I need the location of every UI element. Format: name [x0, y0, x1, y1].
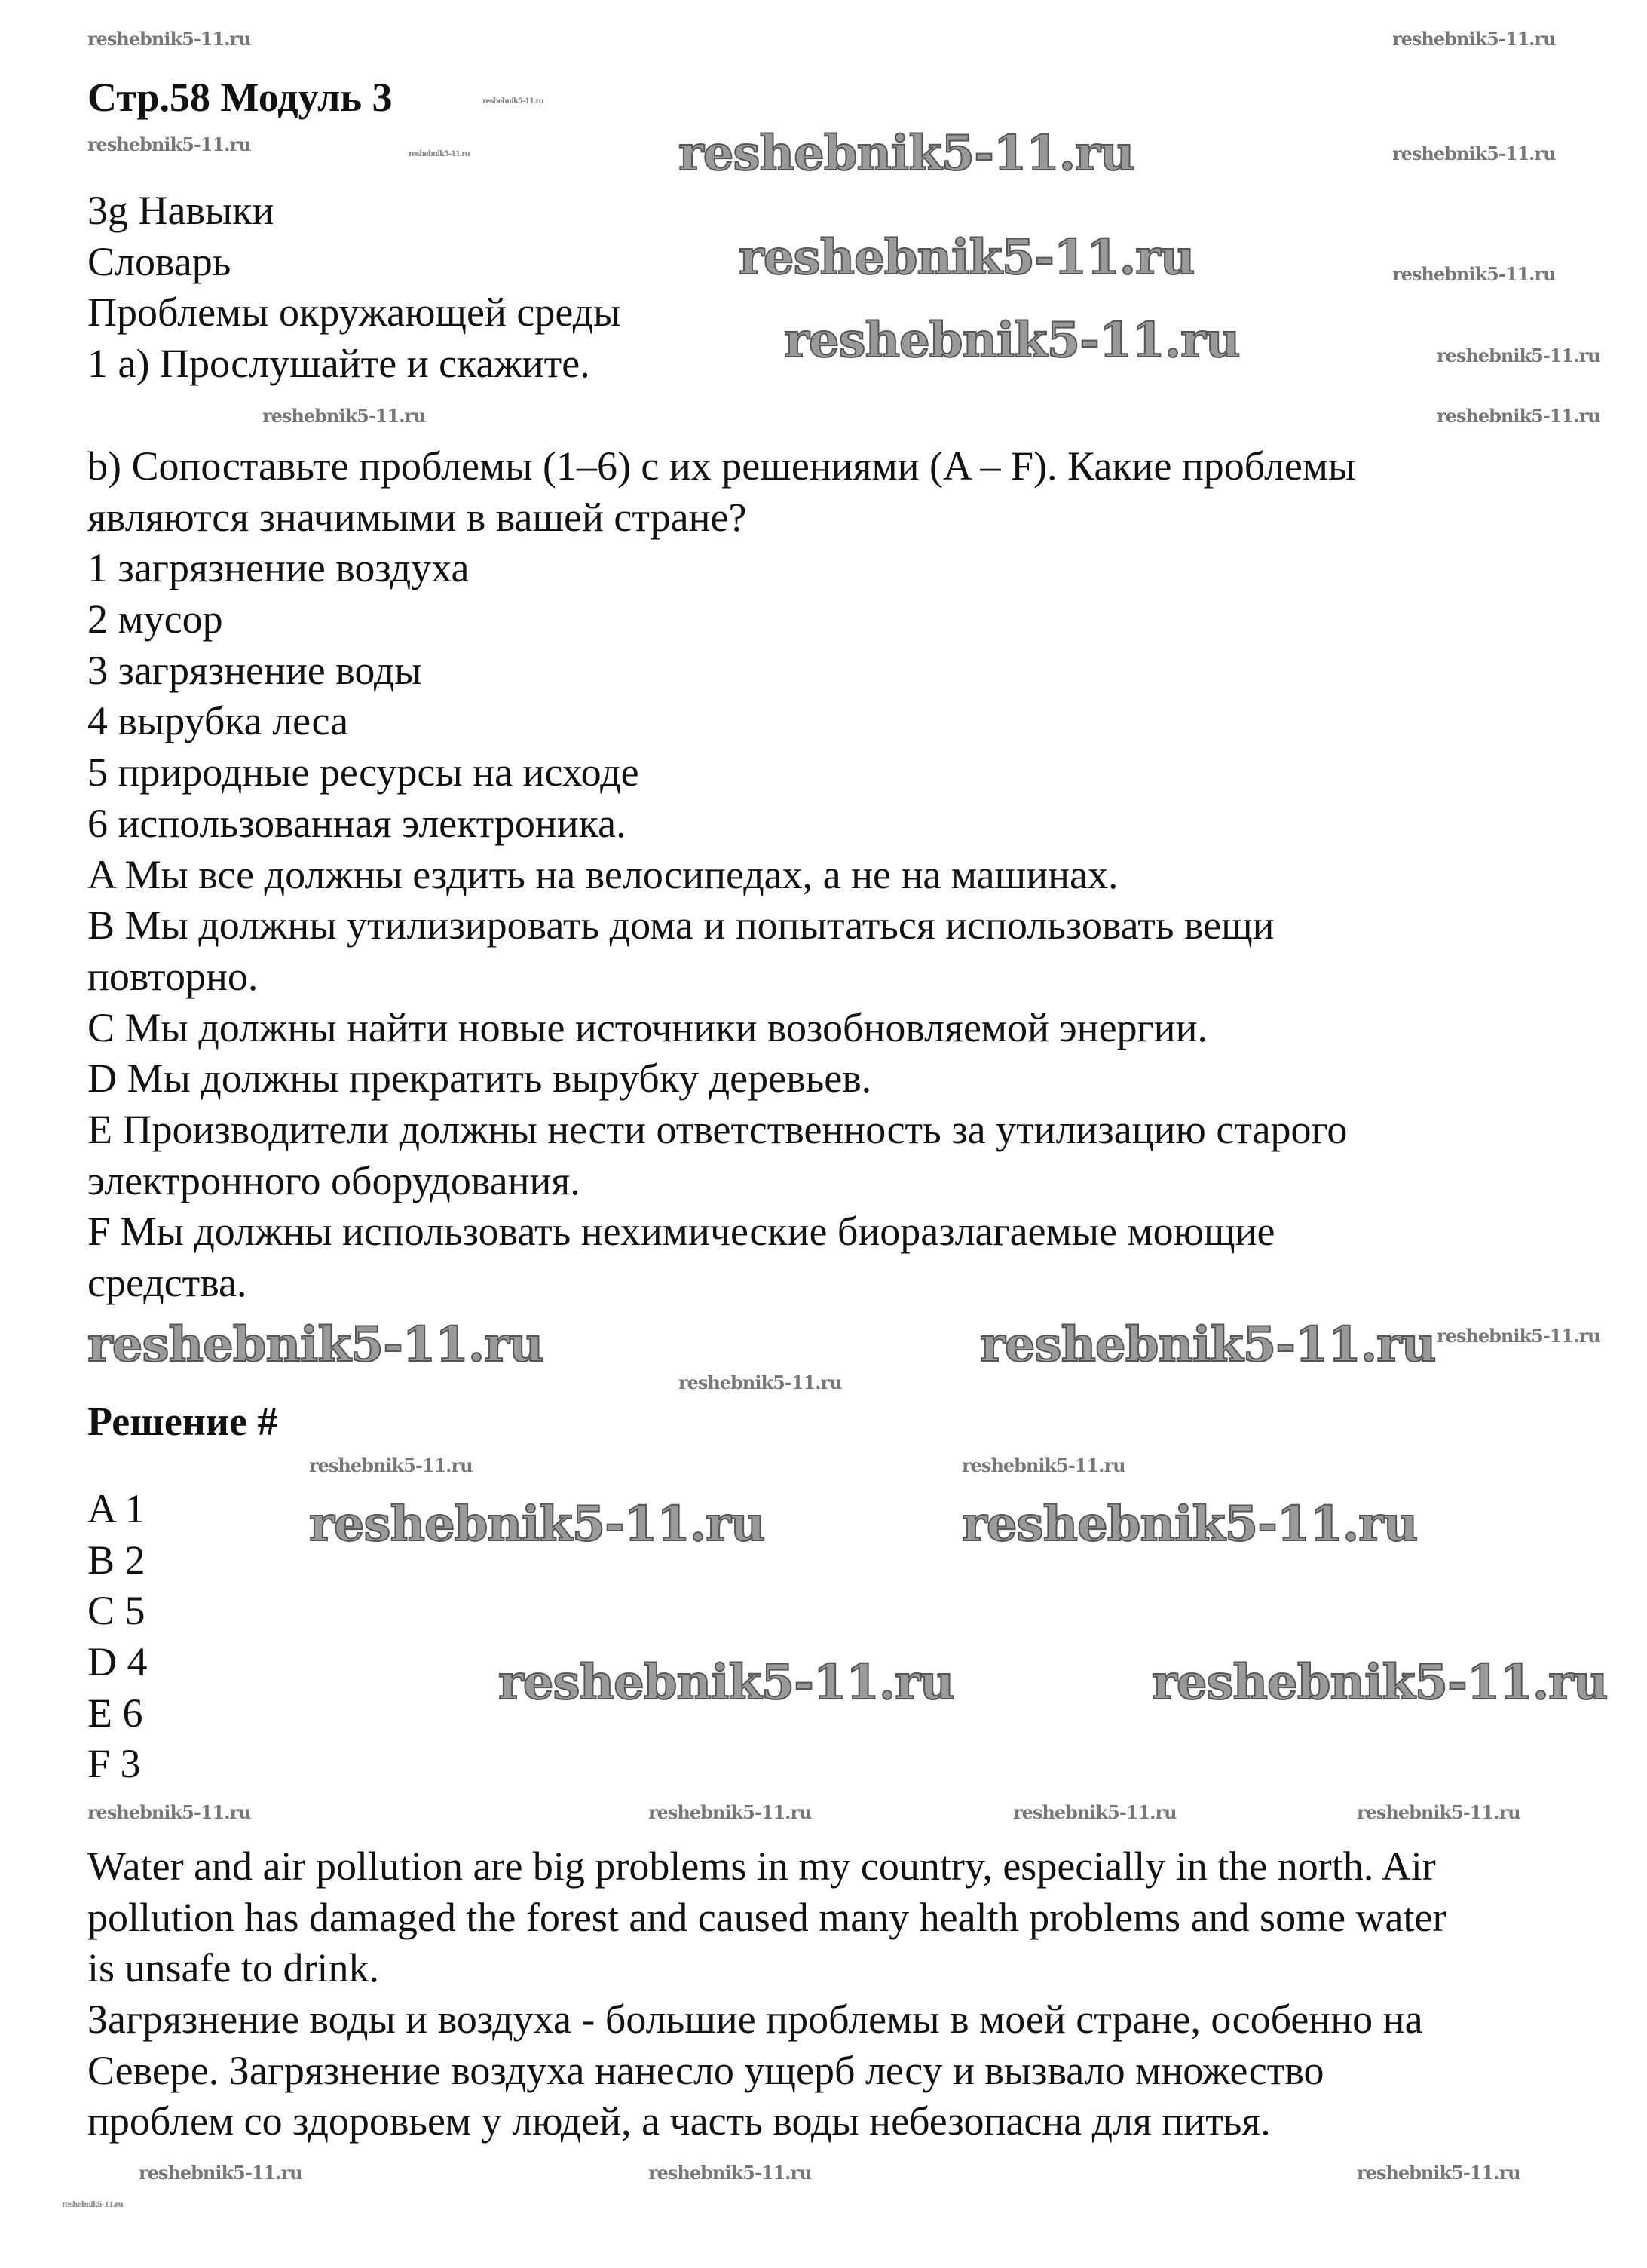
text-line: 5 природные ресурсы на исходе [87, 749, 639, 795]
text-line: 3 загрязнение воды [87, 647, 422, 693]
text-line: pollution has damaged the forest and caused many health problems and some water [87, 1894, 1446, 1940]
answer-item: F 3 [87, 1741, 141, 1787]
solution-paragraph [87, 1841, 1446, 2147]
text-line: C Мы должны найти новые источники возобновляемой энергии. [87, 1004, 1208, 1050]
watermark: reshebnik5-11.ru [784, 312, 1240, 369]
text-line: проблем со здоровьем у людей, а часть воды небезопасна для питья. [87, 2098, 1271, 2144]
page-title [87, 72, 393, 124]
text-line: 3g Навыки [87, 188, 274, 233]
answer-item: B 2 [87, 1537, 145, 1583]
answer-item: A 1 [87, 1486, 145, 1531]
answer-item: C 5 [87, 1588, 145, 1634]
watermark: reshebnik5-11.ru [739, 229, 1195, 286]
watermark: reshebnik5-11.ru [1392, 28, 1556, 50]
text-line: E Производители должны нести ответственность за утилизацию старого [87, 1106, 1348, 1152]
text-line: 2 мусор [87, 596, 223, 642]
watermark: reshebnik5-11.ru [62, 2201, 123, 2209]
text-line: средства. [87, 1260, 247, 1305]
answer-item: D 4 [87, 1639, 148, 1685]
watermark: reshebnik5-11.ru [1437, 405, 1600, 427]
watermark: reshebnik5-11.ru [1013, 1801, 1177, 1823]
watermark: reshebnik5-11.ru [309, 1454, 473, 1476]
text-line: 4 вырубка леса [87, 698, 349, 744]
text-line: 1 загрязнение воздуха [87, 545, 470, 591]
watermark: reshebnik5-11.ru [962, 1454, 1125, 1476]
text-line: b) Сопоставьте проблемы (1–6) с их решениями (A – F). Какие проблемы [87, 443, 1356, 489]
text-line: электронного оборудования. [87, 1157, 580, 1203]
text-line: Water and air pollution are big problems in my country, especially in the north. Air [87, 1844, 1436, 1889]
text-line: Загрязнение воды и воздуха - большие проблемы в моей стране, особенно на [87, 1997, 1423, 2043]
answers-list [87, 1484, 148, 1790]
text-line: являются значимыми в вашей стране? [87, 494, 747, 540]
watermark: reshebnik5-11.ru [309, 1496, 765, 1552]
solution-title-text: Решение # [87, 1399, 278, 1444]
watermark: reshebnik5-11.ru [1152, 1654, 1608, 1711]
text-line: B Мы должны утилизировать дома и попытаться использовать вещи [87, 903, 1275, 949]
task-intro [87, 185, 620, 390]
watermark: reshebnik5-11.ru [1392, 263, 1556, 285]
watermark: reshebnik5-11.ru [1392, 143, 1556, 164]
text-line: D Мы должны прекратить вырубку деревьев. [87, 1056, 872, 1102]
watermark: reshebnik5-11.ru [87, 133, 251, 155]
watermark: reshebnik5-11.ru [962, 1496, 1418, 1552]
watermark: reshebnik5-11.ru [648, 1801, 812, 1823]
watermark: reshebnik5-11.ru [1357, 1801, 1520, 1823]
answer-item: E 6 [87, 1690, 143, 1736]
watermark: reshebnik5-11.ru [482, 97, 543, 106]
title-text: Стр.58 Модуль 3 [87, 75, 393, 120]
watermark: reshebnik5-11.ru [1357, 2162, 1520, 2184]
watermark: reshebnik5-11.ru [648, 2162, 812, 2184]
watermark: reshebnik5-11.ru [87, 28, 251, 50]
watermark: reshebnik5-11.ru [1437, 345, 1600, 366]
text-line: F Мы должны использовать нехимические биоразлагаемые моющие [87, 1209, 1275, 1255]
watermark: reshebnik5-11.ru [139, 2162, 302, 2184]
watermark: reshebnik5-11.ru [1437, 1325, 1600, 1347]
text-line: 1 a) Прослушайте и скажите. [87, 341, 590, 387]
text-line: повторно. [87, 953, 259, 999]
text-line: A Мы все должны ездить на велосипедах, а не на машинах. [87, 851, 1119, 897]
text-line: 6 использованная электроника. [87, 800, 626, 846]
watermark: reshebnik5-11.ru [678, 1372, 842, 1393]
watermark: reshebnik5-11.ru [262, 405, 426, 427]
watermark: reshebnik5-11.ru [980, 1316, 1436, 1373]
text-line: Словарь [87, 238, 231, 284]
watermark: reshebnik5-11.ru [87, 1316, 543, 1373]
watermark: reshebnik5-11.ru [678, 125, 1134, 182]
solution-title [87, 1396, 278, 1448]
watermark: reshebnik5-11.ru [87, 1801, 251, 1823]
watermark: reshebnik5-11.ru [409, 150, 470, 158]
watermark: reshebnik5-11.ru [498, 1654, 954, 1711]
task-b [87, 441, 1355, 1309]
text-line: Проблемы окружающей среды [87, 290, 621, 336]
text-line: is unsafe to drink. [87, 1945, 379, 1991]
text-line: Севере. Загрязнение воздуха нанесло ущерб лесу и вызвало множество [87, 2047, 1324, 2093]
